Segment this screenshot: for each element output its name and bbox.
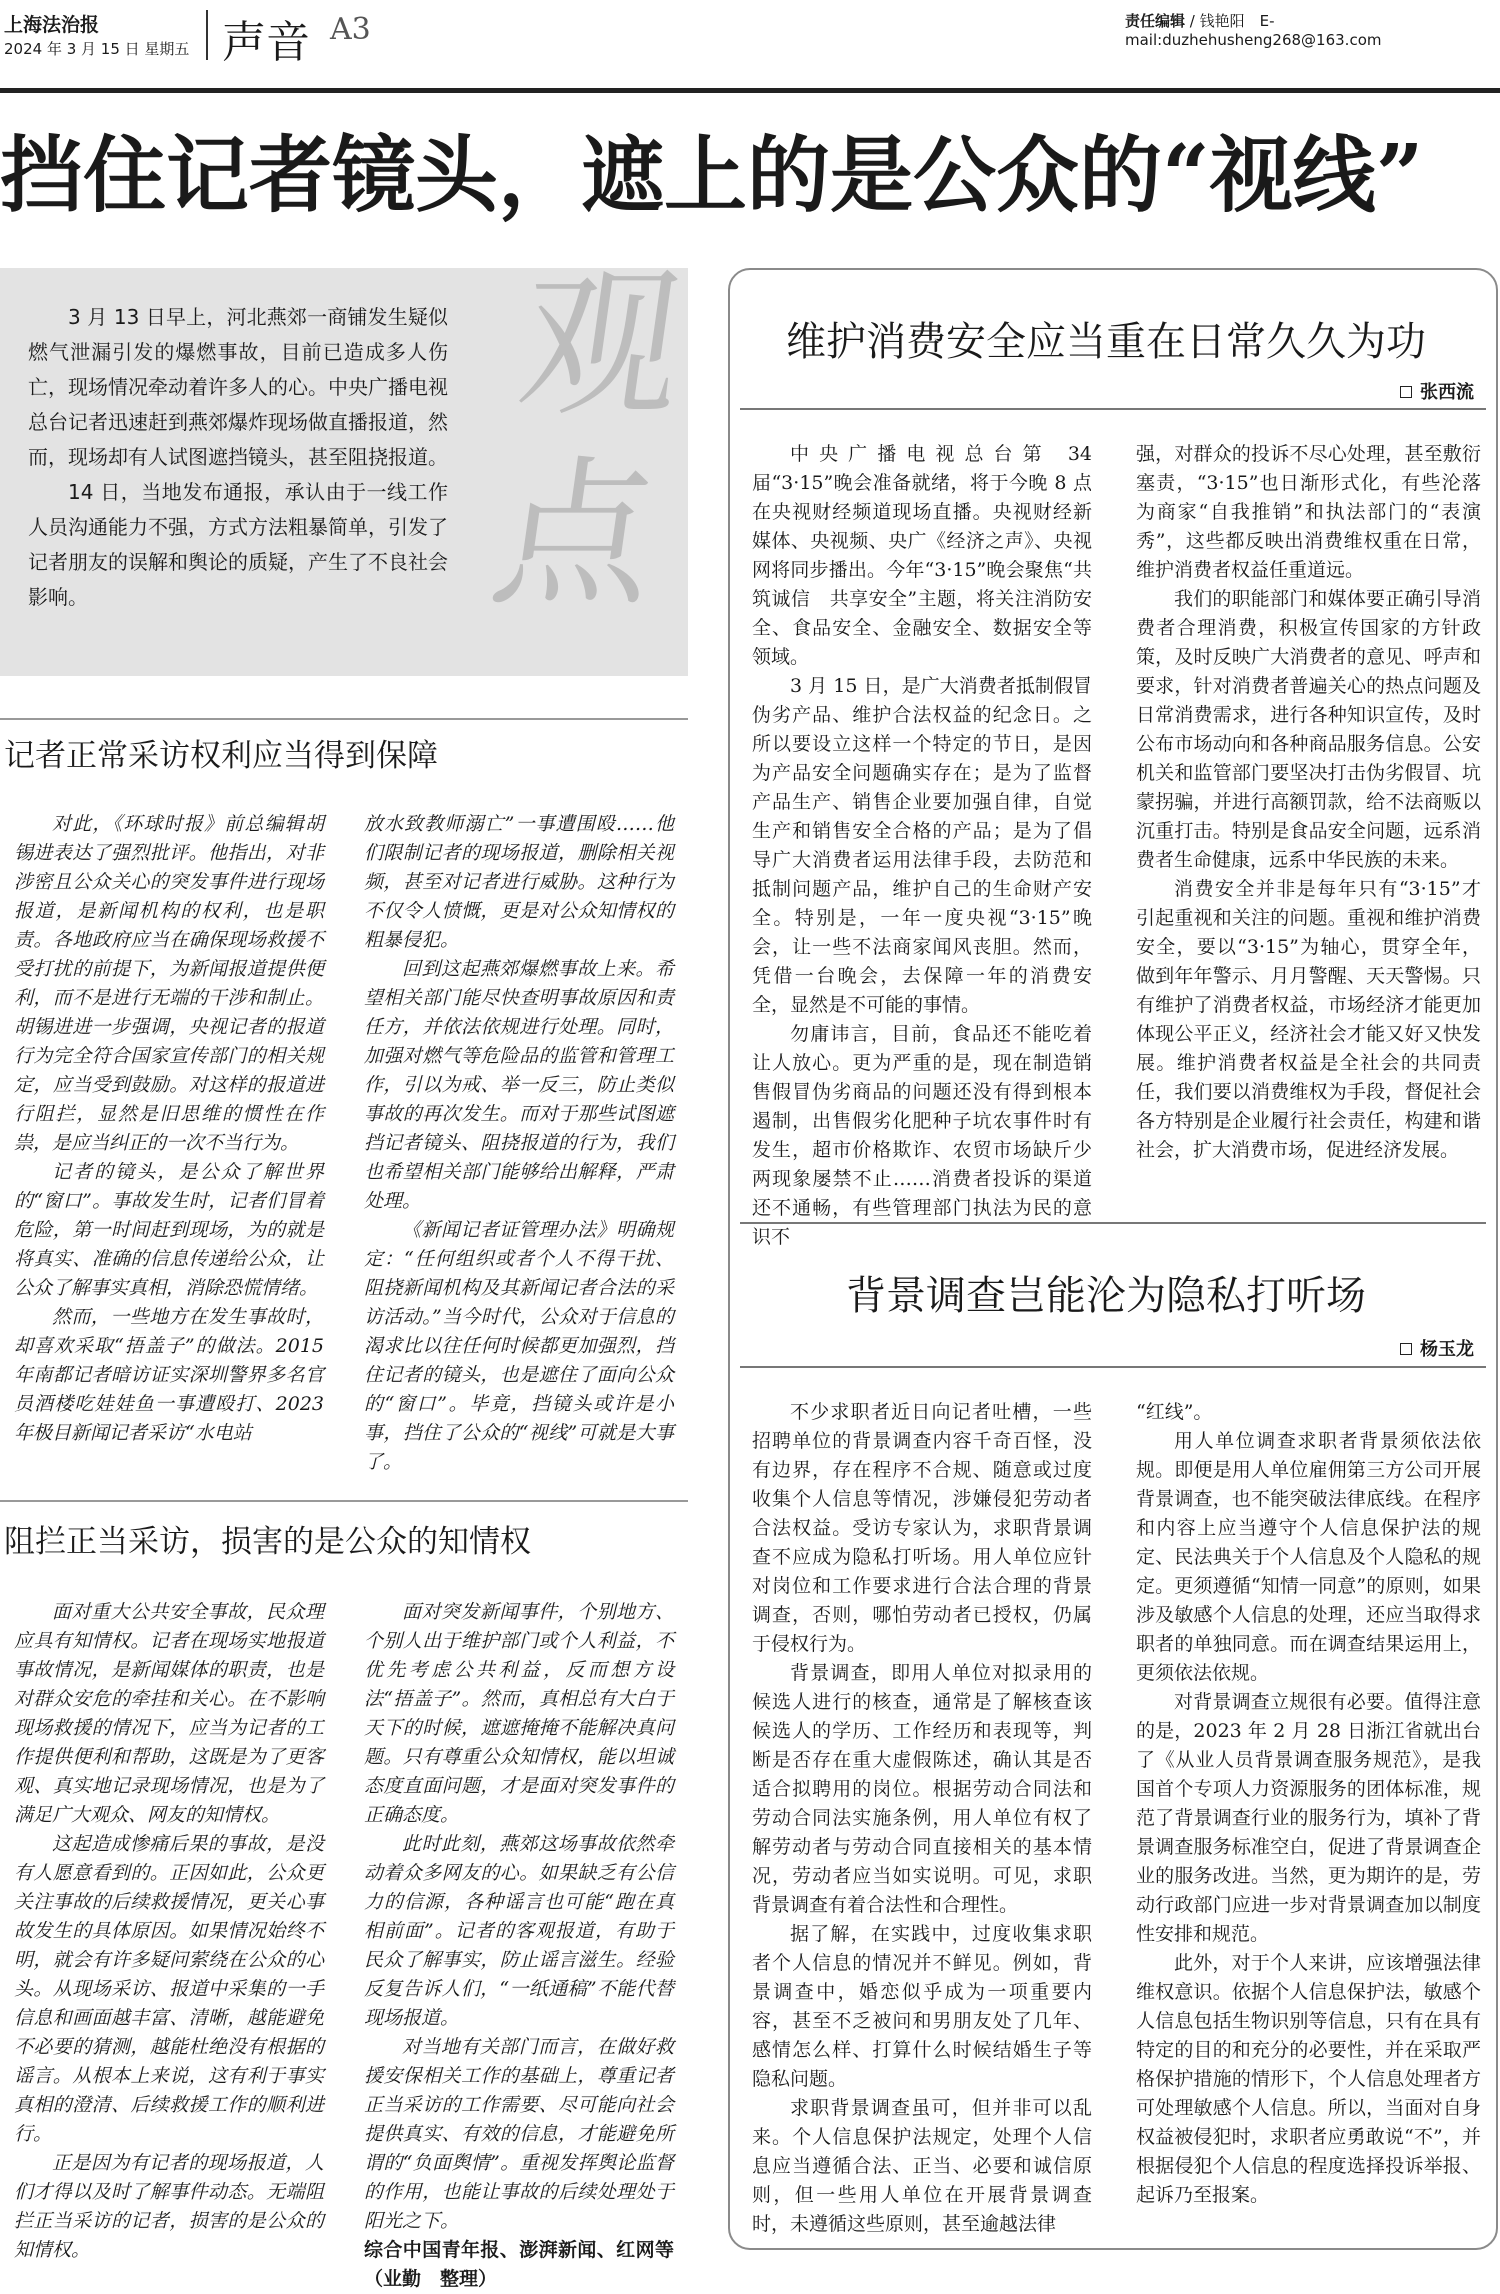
article1-column-1: [14, 810, 324, 1450]
article2-c2-p1: 面对突发新闻事件，个别地方、个别人出于维护部门或个人利益，不优先考虑公共利益，反而想方设法“捂盖子”。然而，真相总有大白于天下的时候，遮遮掩掩不能解决真问题。只有尊重公众知情权，能以坦诚态度直面问题，才是面对突发事件的正确态度。: [364, 1601, 674, 1826]
article1-c1-p2: 记者的镜头，是公众了解世界的“窗口”。事故发生时，记者们冒着危险，第一时间赶到现场，为的就是将真实、准确的信息传递给公众，让公众了解事实真相，消除恐慌情绪。: [14, 1161, 324, 1299]
editor-label: 责任编辑: [1125, 12, 1186, 30]
article2-column-2: [364, 1598, 713, 2290]
article3-c1-p3: 勿庸讳言，目前，食品还不能吃着让人放心。更为严重的是，现在制造销售假冒伪劣商品的问题还没有得到根本遏制，出售假劣化肥种子坑农事件时有发生，超市价格欺诈、农贸市场缺斤少两现象屡禁不止……消费者投诉的渠道还不通畅，有些管理部门执法为民的意识不: [752, 1023, 1092, 1248]
article4-title: 背景调查岂能沦为隐私打听场: [846, 1273, 1366, 1319]
article2-column-1: [14, 1598, 324, 2261]
lead-paragraph-2: 14 日，当地发布通报，承认由于一线工作人员沟通能力不强，方式方法粗暴简单，引发了记者朋友的误解和舆论的质疑，产生了不良社会影响。: [28, 480, 448, 609]
lead-paragraph-1: 3 月 13 日早上，河北燕郊一商铺发生疑似燃气泄漏引发的爆燃事故，目前已造成多人伤亡，现场情况牵动着许多人的心。中央广播电视总台记者迅速赶到燕郊爆炸现场做直播报道，然而，现场却有人试图遮挡镜头，甚至阻挠报道。: [28, 305, 448, 469]
editor-line: [1125, 10, 1500, 49]
masthead: [0, 0, 1500, 86]
issue-date: 2024 年 3 月 15 日 星期五: [4, 40, 190, 58]
article2-c2-p3: 对当地有关部门而言，在做好救援安保相关工作的基础上，尊重记者正当采访的工作需要、尽可能向社会提供真实、有效的信息，才能避免所谓的“负面舆情”。重视发挥舆论监督的作用，也能让事故的后续处理处于阳光之下。: [364, 2036, 674, 2232]
article3-column-2: [1136, 440, 1481, 1210]
article2-title: 阻拦正当采访，损害的是公众的知情权: [4, 1524, 531, 1560]
article3-title: 维护消费安全应当重在日常久久为功: [786, 319, 1426, 365]
article1-c2-p2: 回到这起燕郊爆燃事故上来。希望相关部门能尽快查明事故原因和责任方，并依法依规进行处理。同时，加强对燃气等危险品的监管和管理工作，引以为戒、举一反三，防止类似事故的再次发生。而对于那些试图遮挡记者镜头、阻挠报道的行为，我们也希望相关部门能够给出解释，严肃处理。: [364, 958, 674, 1212]
article4-column-2: [1136, 1398, 1481, 2228]
section-name: 声音: [222, 17, 310, 68]
article3-c2-p3: 消费安全并非是每年只有“3·15”才引起重视和关注的问题。重视和维护消费安全，要以“3·15”为轴心，贯穿全年，做到年年警示、月月警醒、天天警惕。只有维护了消费者权益，市场经济才能更加体现公平正义，经济社会才能又好又快发展。维护消费者权益是全社会的共同责任，我们要以消费维权为手段，督促社会各方特别是企业履行社会责任，构建和谐社会，扩大消费市场，促进经济发展。: [1136, 878, 1481, 1161]
paper-name: 上海法治报: [4, 14, 100, 36]
section-rule: [0, 1500, 688, 1502]
byline-square-icon: [1400, 1343, 1412, 1355]
section-rule: [0, 718, 688, 720]
article3-column-1: [752, 440, 1092, 1248]
article4-c1-p3: 据了解，在实践中，过度收集求职者个人信息的情况并不鲜见。例如，背景调查中，婚恋似乎成为一项重要内容，甚至不乏被问和男朋友处了几年、感情怎么样、打算什么时候结婚生子等隐私问题。: [752, 1923, 1092, 2090]
article1-title: 记者正常采访权利应当得到保障: [4, 738, 438, 774]
page-number: A3: [330, 12, 371, 47]
article3-c2-p2: 我们的职能部门和媒体要正确引导消费者合理消费，积极宣传国家的方针政策，及时反映广大消费者的意见、呼声和要求，针对消费者普遍关心的热点问题及日常消费需求，进行各种知识宣传，及时公布市场动向和各种商品服务信息。公安机关和监管部门要坚决打击伪劣假冒、坑蒙拐骗，并进行高额罚款，给不法商贩以沉重打击。特别是食品安全问题，远系消费者生命健康，远系中华民族的未来。: [1136, 588, 1481, 871]
editor-email: E-mail:duzhehusheng268@163.com: [1125, 12, 1382, 49]
article2-c1-p3: 正是因为有记者的现场报道，人们才得以及时了解事件动态。无端阻拦正当采访的记者，损害的是公众的知情权。: [14, 2152, 324, 2261]
article1-column-2: [364, 810, 674, 1473]
article4-column-1: [752, 1398, 1092, 2235]
article3-rule: [740, 408, 1486, 410]
article3-c1-p1: 中央广播电视总台第 34 届“3·15”晚会准备就绪，将于今晚 8 点在央视财经频道现场直播。央视财经新媒体、央视频、央广《经济之声》、央视网将同步播出。今年“3·15”晚会聚焦“共筑诚信 共享安全”主题，将关注消防安全、食品安全、金融安全、数据安全等领域。: [752, 443, 1092, 668]
article4-c1-p4: 求职背景调查虽可，但并非可以乱来。个人信息保护法规定，处理个人信息应当遵循合法、正当、必要和诚信原则，但一些用人单位在开展背景调查时，未遵循这些原则，甚至逾越法律: [752, 2097, 1092, 2235]
article4-c1-p2: 背景调查，即用人单位对拟录用的候选人进行的核查，通常是了解核查该候选人的学历、工作经历和表现等，判断是否存在重大虚假陈述，确认其是否适合拟聘用的岗位。根据劳动合同法和劳动合同法实施条例，用人单位有权了解劳动者与劳动合同直接相关的基本情况，劳动者应当如实说明。可见，求职背景调查有着合法性和合理性。: [752, 1662, 1092, 1916]
article1-c2-p1: 放水致教师溺亡”一事遭围殴……他们限制记者的现场报道，删除相关视频，甚至对记者进行威胁。这种行为不仅令人愤慨，更是对公众知情权的粗暴侵犯。: [364, 813, 674, 951]
article2-c1-p2: 这起造成惨痛后果的事故，是没有人愿意看到的。正因如此，公众更关注事故的后续救援情况，更关心事故发生的具体原因。如果情况始终不明，就会有许多疑问萦绕在公众的心头。从现场采访、报道中采集的一手信息和画面越丰富、清晰，越能避免不必要的猜测，越能杜绝没有根据的谣言。从根本上来说，这有利于事实真相的澄清、后续救援工作的顺利进行。: [14, 1833, 324, 2145]
masthead-divider: [206, 10, 208, 60]
article3-author: 张西流: [1420, 382, 1474, 403]
article4-rule: [740, 1366, 1486, 1368]
column-mark: 观点: [481, 251, 695, 628]
article4-c2-p1: “红线”。: [1136, 1401, 1213, 1423]
article2-c1-p1: 面对重大公共安全事故，民众理应具有知情权。记者在现场实地报道事故情况，是新闻媒体的职责，也是对群众安危的牵挂和关心。在不影响现场救援的情况下，应当为记者的工作提供便利和帮助，这既是为了更客观、真实地记录现场情况，也是为了满足广大观众、网友的知情权。: [14, 1601, 324, 1826]
article1-c1-p1: 对此，《环球时报》前总编辑胡锡进表达了强烈批评。他指出，对非涉密且公众关心的突发事件进行现场报道，是新闻机构的权利，也是职责。各地政府应当在确保现场救援不受打扰的前提下，为新闻报道提供便利，而不是进行无端的干涉和制止。胡锡进进一步强调，央视记者的报道行为完全符合国家宣传部门的相关规定，应当受到鼓励。对这样的报道进行阻拦，显然是旧思维的惯性在作祟，是应当纠正的一次不当行为。: [14, 813, 324, 1154]
article3-byline: [1400, 378, 1474, 404]
page-headline: 挡住记者镜头，遮上的是公众的“视线”: [0, 126, 1424, 224]
article1-c2-p3: 《新闻记者证管理办法》明确规定：“任何组织或者个人不得干扰、阻挠新闻机构及其新闻记者合法的采访活动。”当今时代，公众对于信息的渴求比以往任何时候都更加强烈，挡住记者的镜头，也是遮住了面向公众的“窗口”。毕竟，挡镜头或许是小事，挡住了公众的“视线”可就是大事了。: [364, 1219, 674, 1473]
section-rule: [740, 1222, 1486, 1224]
article4-c2-p2: 用人单位调查求职者背景须依法依规。即便是用人单位雇佣第三方公司开展背景调查，也不能突破法律底线。在程序和内容上应当遵守个人信息保护法的规定、民法典关于个人信息及个人隐私的规定。更须遵循“知情一同意”的原则，如果涉及敏感个人信息的处理，还应当取得求职者的单独同意。而在调查结果运用上，更须依法依规。: [1136, 1430, 1481, 1684]
article4-author: 杨玉龙: [1420, 1339, 1474, 1360]
editor-name: / 钱艳阳: [1185, 12, 1245, 30]
article4-byline: [1400, 1335, 1474, 1361]
article2-signoff: 综合中国青年报、澎湃新闻、红网等 （业勤 整理）: [364, 2239, 713, 2290]
article3-c1-p2: 3 月 15 日，是广大消费者抵制假冒伪劣产品、维护合法权益的纪念日。之所以要设立这样一个特定的节日，是因为产品安全问题确实存在；是为了监督产品生产、销售企业要加强自律，自觉生产和销售安全合格的产品；是为了倡导广大消费者运用法律手段，去防范和抵制问题产品，维护自己的生命财产安全。特别是，一年一度央视“3·15”晚会，让一些不法商家闻风丧胆。然而，凭借一台晚会，去保障一年的消费安全，显然是不可能的事情。: [752, 675, 1092, 1016]
byline-square-icon: [1400, 386, 1412, 398]
article1-c1-p3: 然而，一些地方在发生事故时，却喜欢采取“捂盖子”的做法。2015年南都记者暗访证实深圳警界多名官员酒楼吃娃娃鱼一事遭殴打、2023年极目新闻记者采访“水电站: [14, 1306, 324, 1444]
article2-c2-p2: 此时此刻，燕郊这场事故依然牵动着众多网友的心。如果缺乏有公信力的信源，各种谣言也可能“跑在真相前面”。记者的客观报道，有助于民众了解事实，防止谣言滋生。经验反复告诉人们，“一纸通稿”不能代替现场报道。: [364, 1833, 674, 2029]
article4-c2-p3: 对背景调查立规很有必要。值得注意的是，2023 年 2 月 28 日浙江省就出台了《从业人员背景调查服务规范》，是我国首个专项人力资源服务的团体标准，规范了背景调查行业的服务行为，填补了背景调查服务标准空白，促进了背景调查企业的服务改进。当然，更为期许的是，劳动行政部门应进一步对背景调查加以制度性安排和规范。: [1136, 1691, 1481, 1945]
article4-c2-p4: 此外，对于个人来讲，应该增强法律维权意识。依据个人信息保护法，敏感个人信息包括生物识别等信息，只有在具有特定的目的和充分的必要性，并在采取严格保护措施的情形下，个人信息处理者方可处理敏感个人信息。所以，当面对自身权益被侵犯时，求职者应勇敢说“不”，并根据侵犯个人信息的程度选择投诉举报、起诉乃至报案。: [1136, 1952, 1481, 2206]
top-rule: [0, 88, 1500, 93]
article3-c2-p1: 强，对群众的投诉不尽心处理，甚至敷衍塞责，“3·15”也日渐形式化，有些沦落为商家“自我推销”和执法部门的“表演秀”，这些都反映出消费维权重在日常，维护消费者权益任重道远。: [1136, 443, 1481, 581]
article4-c1-p1: 不少求职者近日向记者吐槽，一些招聘单位的背景调查内容千奇百怪，没有边界，存在程序不合规、随意或过度收集个人信息等情况，涉嫌侵犯劳动者合法权益。受访专家认为，求职背景调查不应成为隐私打听场。用人单位应针对岗位和工作要求进行合法合理的背景调查，否则，哪怕劳动者已授权，仍属于侵权行为。: [752, 1401, 1092, 1655]
lead-text: [28, 300, 448, 615]
